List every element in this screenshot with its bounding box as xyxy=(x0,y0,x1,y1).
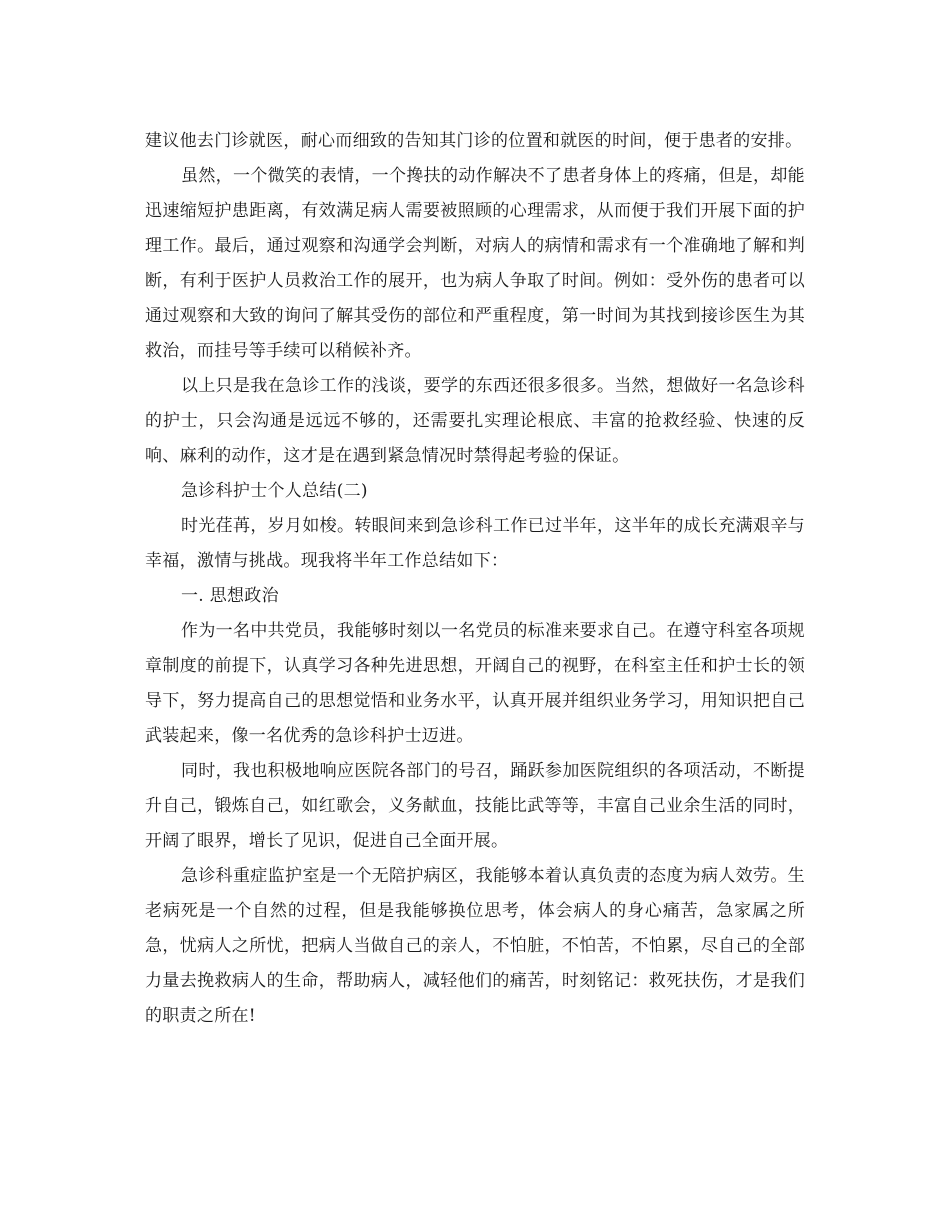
paragraph-7: 作为一名中共党员，我能够时刻以一名党员的标准来要求自己。在遵守科室各项规章制度的前提下，认真学习各种先进思想，开阔自己的视野，在科室主任和护士长的领导下，努力提高自己的思想觉悟和业务水平，认真开展并组织业务学习，用知识把自己武装起来，像一名优秀的急诊科护士迈进。 xyxy=(145,621,805,746)
paragraph-3: 以上只是我在急诊工作的浅谈，要学的东西还很多很多。当然，想做好一名急诊科的护士，只会沟通是远远不够的，还需要扎实理论根底、丰富的抢救经验、快速的反响、麻利的动作，这才是在遇到紧急情况时禁得起考验的保证。 xyxy=(145,376,805,466)
paragraph-8: 同时，我也积极地响应医院各部门的号召，踊跃参加医院组织的各项活动，不断提升自己，锻炼自己，如红歌会，义务献血，技能比武等等，丰富自己业余生活的同时，开阔了眼界，增长了见识，促进自己全面开展。 xyxy=(145,761,805,851)
paragraph-1: 建议他去门诊就医，耐心而细致的告知其门诊的位置和就医的时间，便于患者的安排。 xyxy=(145,131,803,151)
subsection-heading: 一. 思想政治 xyxy=(181,586,279,606)
paragraph-9: 急诊科重症监护室是一个无陪护病区，我能够本着认真负责的态度为病人效劳。生老病死是一个自然的过程，但是我能够换位思考，体会病人的身心痛苦，急家属之所急，忧病人之所忧，把病人当做自己的亲人，不怕脏，不怕苦，不怕累，尽自己的全部力量去挽救病人的生命，帮助病人，减轻他们的痛苦，时刻铭记：救死扶伤，才是我们的职责之所在! xyxy=(145,866,805,1026)
section-heading: 急诊科护士个人总结(二) xyxy=(181,481,368,501)
paragraph-5: 时光荏苒，岁月如梭。转眼间来到急诊科工作已过半年，这半年的成长充满艰辛与幸福，激情与挑战。现我将半年工作总结如下： xyxy=(145,516,805,571)
paragraph-2: 虽然，一个微笑的表情，一个搀扶的动作解决不了患者身体上的疼痛，但是，却能迅速缩短护患距离，有效满足病人需要被照顾的心理需求，从而便于我们开展下面的护理工作。最后，通过观察和沟通学会判断，对病人的病情和需求有一个准确地了解和判断，有利于医护人员救治工作的展开，也为病人争取了时间。例如：受外伤的患者可以通过观察和大致的询问了解其受伤的部位和严重程度，第一时间为其找到接诊医生为其救治，而挂号等手续可以稍候补齐。 xyxy=(145,166,805,361)
document-body xyxy=(145,124,805,1034)
